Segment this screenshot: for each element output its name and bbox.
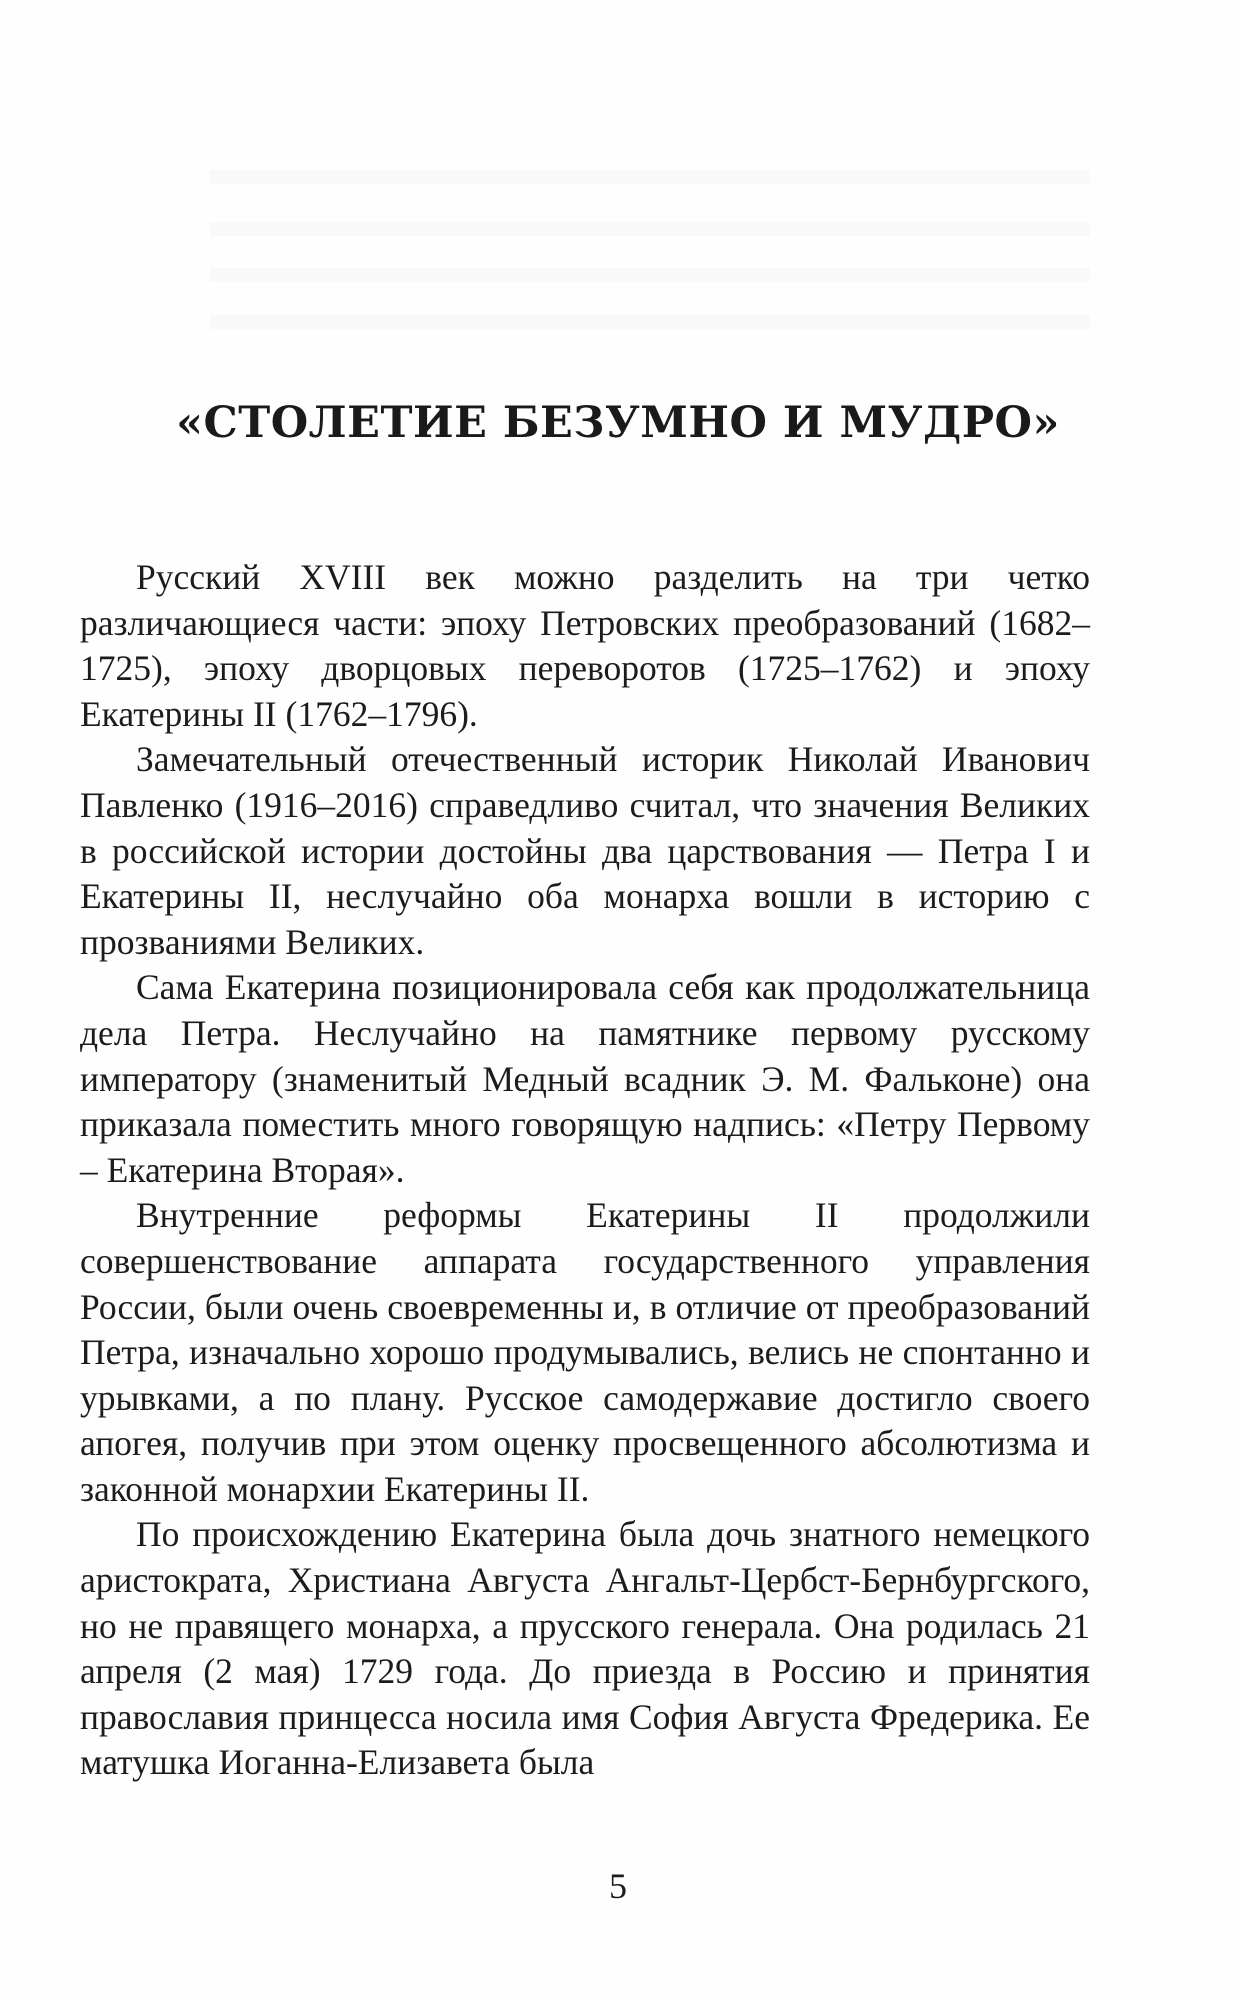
paragraph: Внутренние реформы Екатерины II продолжили совершенствование аппарата государственного управления России, были очень своевременны и, в отличие от преобразований Петра, изначально хорошо продумывались, велись не спонтанно и урывками, а по плану. Русское самодержавие достигло своего апогея, получив при этом оценку просвещенного абсолютизма и законной монархии Екатерины II. bbox=[80, 1195, 1090, 1509]
body-text bbox=[80, 555, 1090, 1786]
show-through-line bbox=[210, 315, 1090, 329]
paragraph: По происхождению Екатерина была дочь знатного немецкого аристократа, Христиана Августа Ангальт-Цербст-Бернбургского, но не правящего монарха, а прусского генерала. Она родилась 21 апреля (2 мая) 1729 года. До приезда в Россию и принятия православия принцесса носила имя София Августа Фредерика. Ее матушка Иоганна-Елизавета была bbox=[80, 1514, 1090, 1783]
page-number: 5 bbox=[609, 1866, 627, 1906]
paragraph: Замечательный отечественный историк Николай Иванович Павленко (1916–2016) справедливо считал, что значения Великих в российской истории достойны два царствования — Петра I и Екатерины II, неслучайно оба монарха вошли в историю с прозваниями Великих. bbox=[80, 739, 1090, 962]
show-through-line bbox=[210, 170, 1090, 184]
paragraph: Русский XVIII век можно разделить на три четко различающиеся части: эпоху Петровских преобразований (1682–1725), эпоху дворцовых переворотов (1725–1762) и эпоху Екатерины II (1762–1796). bbox=[80, 557, 1090, 734]
show-through-line bbox=[210, 268, 1090, 282]
paragraph: Сама Екатерина позиционировала себя как продолжательница дела Петра. Неслучайно на памятнике первому русскому императору (знаменитый Медный всадник Э. М. Фальконе) она приказала поместить много говорящую надпись: «Петру Первому – Екатерина Вторая». bbox=[80, 967, 1090, 1190]
chapter-title: «СТОЛЕТИЕ БЕЗУМНО И МУДРО» bbox=[176, 398, 1060, 448]
show-through-line bbox=[210, 222, 1090, 236]
